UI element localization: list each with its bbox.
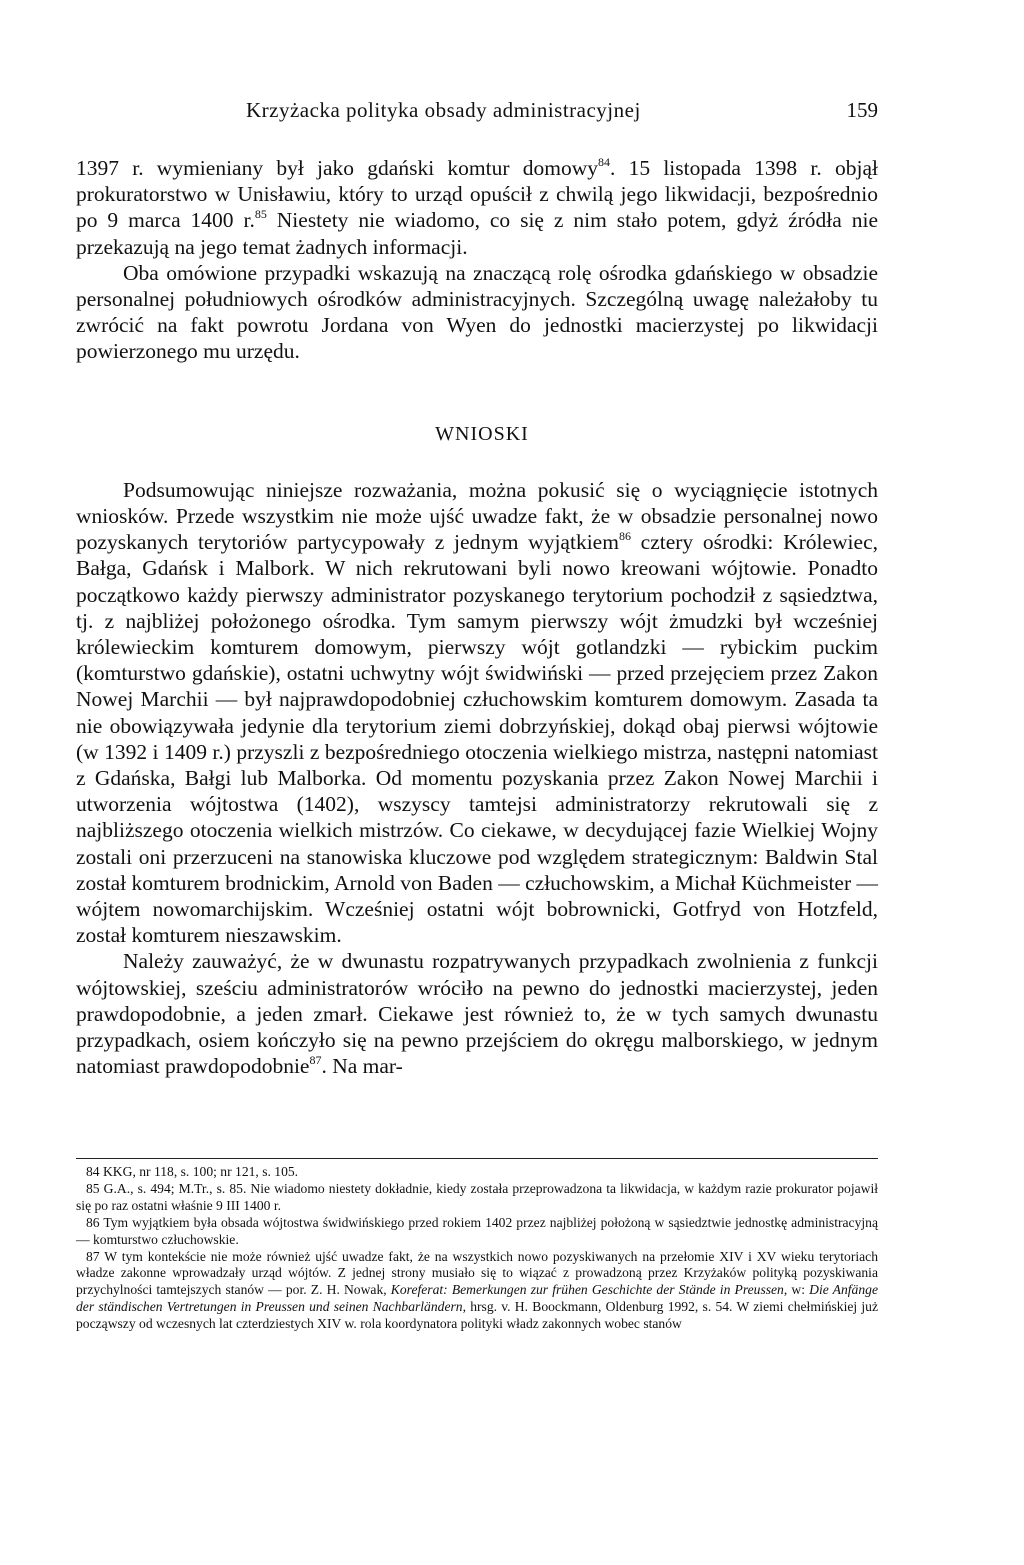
paragraph-3-text-b: cztery ośrodki: Królewiec, Bałga, Gdańsk i Malbork. W nich rekrutowani byli nowo kreowani wójtowie. Ponadto początkowo każdy pierwszy administrator pozyskanego terytorium pochodził z sąsiedztwa, tj. z najbliżej położonego ośrodka. Tym samym pierwszy wójt żmudzki był wcześniej królewieckim komturem domowym, pierwszy wójt gotlandzki — rybickim puckim (komturstwo gdańskie), ostatni uchwytny wójt świdwiński — przed przejęciem przez Zakon Nowej Marchii — był najprawdopodobniej człuchowskim komturem domowym. Zasada ta nie obowiązywała jedynie dla terytorium ziemi dobrzyńskiej, dokąd obaj pierwsi wójtowie (w 1392 i 1409 r.) przyszli z bezpośredniego otoczenia wielkiego mistrza, następni natomiast z Gdańska, Bałgi lub Malborka. Od momentu pozyskania przez Zakon Nowej Marchii i utworzenia wójtostwa (1402), wszyscy tamtejsi administratorzy rekrutowali się z najbliższego otoczenia wielkich mistrzów. Co ciekawe, w decydującej fazie Wielkiej Wojny zostali oni przerzuceni na stanowiska kluczowe pod względem strategicznym: Baldwin Stal został komturem brodnickim, Arnold von Baden — człuchowskim, a Michał Küchmeister — wójtem nowomarchijskim. Wcześniej ostatni wójt bobrownicki, Gotfryd von Hotzfeld, został komturem nieszawskim. [76, 530, 878, 948]
footnotes [76, 1164, 878, 1333]
footnote-87-text-a: 87 W tym kontekście nie może również ujść uwadze fakt, że na wszystkich nowo pozyskiwanych na przełomie XIV i XV wieku terytoriach władze zakonne wprowadzały urząd wójtów. Z jednej strony musiało się to wiązać z prowadzoną przez Krzyżaków polityką pozyskiwania przychylności tamtejszych stanów — por. Z. H. Nowak, [76, 1248, 878, 1298]
footnote-87 [76, 1249, 878, 1334]
footnote-87-title-2: Die Anfänge der ständischen Vertretungen in Preussen und seinen Nachbarländern [76, 1282, 878, 1315]
paragraph-4-text-b: . Na mar- [321, 1054, 403, 1079]
footnote-ref-84: 84 [597, 155, 610, 169]
page-number: 159 [846, 98, 878, 122]
paragraph-3 [76, 477, 878, 949]
paragraph-4 [76, 948, 878, 1079]
paragraph-1-text-c: Niestety nie wiadomo, co się z nim stało potem, gdyż źródła nie przekazują na jego temat żadnych informacji. [76, 208, 878, 259]
footnote-ref-87: 87 [309, 1053, 322, 1068]
footnote-86: 86 Tym wyjątkiem była obsada wójtostwa świdwińskiego przed rokiem 1402 przez najbliżej położoną w sąsiedztwie jednostkę administracyjną — komturstwo człuchowskie. [76, 1214, 878, 1247]
section-heading: WNIOSKI [435, 422, 529, 445]
paragraph-4-text-a: Należy zauważyć, że w dwunastu rozpatrywanych przypadkach zwolnienia z funkcji wójtowskiej, sześciu administratorów wróciło na pewno do jednostki macierzystej, jeden prawdopodobnie, a jeden zmarł. Ciekawe jest również to, że w tych samych dwunastu przypadkach, osiem kończyło się na pewno przejściem do okręgu malborskiego, w jednym natomiast prawdopodobnie [76, 949, 878, 1079]
running-title: Krzyżacka polityka obsady administracyjnej [246, 98, 641, 122]
footnote-87-text-c: , hrsg. v. H. Boockmann, Oldenburg 1992, s. 54. W ziemi chełmińskiej już począwszy od wczesnych lat czterdziestych XIV w. rola koordynatora polityki władz zakonnych wobec stanów [76, 1299, 879, 1332]
paragraph-1-text-a: 1397 r. wymieniany był jako gdański komtur domowy [76, 156, 598, 180]
paragraph-2: Oba omówione przypadki wskazują na znaczącą rolę ośrodka gdańskiego w obsadzie personalnej południowych ośrodków administracyjnych. Szczególną uwagę należałoby tu zwrócić na fakt powrotu Jordana von Wyen do jednostki macierzystej po likwidacji powierzonego mu urzędu. [76, 260, 878, 364]
footnote-ref-86: 86 [618, 529, 631, 544]
paragraph-1-text-b: . 15 listopada 1398 r. objął prokuratorstwo w Unisławiu, który to urząd opuścił z chwilą jego likwidacji, bezpośrednio po 9 marca 1400 r. [76, 156, 878, 233]
paragraph-3-text-a: Podsumowując niniejsze rozważania, można pokusić się o wyciągnięcie istotnych wniosków. Przede wszystkim nie może ujść uwadze fakt, że w obsadzie personalnej nowo pozyskanych terytoriów partycypowały z jednym wyjątkiem [76, 477, 878, 555]
running-head [76, 98, 878, 130]
footnote-87-text-b: , w: [783, 1282, 810, 1298]
footnote-87-title-1: Koreferat: Bemerkungen zur frühen Geschichte der Stände in Preussen [390, 1282, 784, 1298]
footnote-divider [76, 1158, 878, 1159]
footnote-84: 84 KKG, nr 118, s. 100; nr 121, s. 105. [86, 1164, 299, 1179]
footnote-ref-85: 85 [254, 207, 267, 222]
footnote-85: 85 G.A., s. 494; M.Tr., s. 85. Nie wiadomo niestety dokładnie, kiedy została przeprowadzona ta likwidacja, w każdym razie prokurator pojawił się po raz ostatni właśnie 9 III 1400 r. [76, 1180, 878, 1213]
paragraph-1 [76, 155, 878, 260]
body-text [76, 155, 878, 1080]
